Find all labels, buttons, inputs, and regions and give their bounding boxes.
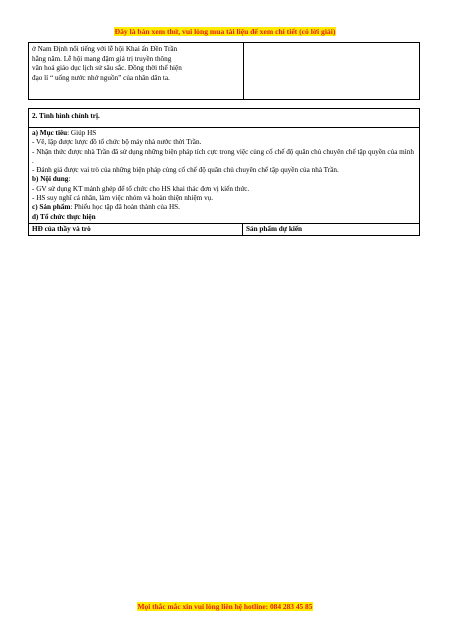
objective-heading: [32, 129, 416, 138]
preview-notice-text: Đây là bản xem thử, vui lòng mua tài liệu để xem chi tiết (có lời giải): [114, 27, 336, 36]
content-item: - HS suy nghĩ cá nhân, làm việc nhóm và hoàn thiện nhiệm vụ.: [32, 194, 214, 203]
continuation-line: hằng năm. Lễ hội mang đậm giá trị truyền thông: [32, 54, 172, 63]
product-label: c) Sản phẩm: [32, 203, 71, 212]
objective-label: a) Mục tiêu: [32, 129, 68, 137]
product-text: : Phiếu học tập đã hoàn thành của HS.: [70, 203, 180, 212]
continuation-line: đạo lí “ uống nước nhớ nguồn” của nhân dân ta.: [32, 74, 170, 83]
continuation-line: ở Nam Định nổi tiếng với lễ hội Khai ấn Đền Trần: [32, 45, 178, 53]
objective-item: - Vẽ, lập được lược đồ tổ chức bộ máy nhà nước thời Trần.: [32, 138, 202, 147]
objective-item: - Nhận thức được nhà Trần đã sử dụng những biện pháp tích cực trong việc củng cố chế độ quân chủ chuyên chế tập quyền của mình .: [32, 147, 414, 165]
teacher-student-column-header: HĐ của thầy và trò: [29, 223, 243, 235]
objective-item: - Đánh giá được vai trò của những biện pháp củng cố chế độ quân chủ chuyên chế tập quyền của nhà Trần.: [32, 166, 339, 175]
continuation-table: [28, 42, 420, 100]
continuation-cell: [29, 43, 244, 100]
section-title: 2. Tình hình chính trị.: [29, 109, 420, 128]
empty-product-cell: [244, 43, 420, 100]
implementation-heading: d) Tổ chức thực hiện: [32, 212, 96, 221]
objective-suffix: : Giúp HS: [67, 129, 97, 137]
product-line: [32, 203, 416, 212]
hotline-banner: [0, 602, 450, 611]
continuation-line: văn hoá giáo dục lịch sử sâu sắc. Đồng thời thể hiện: [32, 64, 182, 73]
hotline-text: Mọi thắc mắc xin vui lòng liên hệ hotline: 084 283 45 85: [137, 602, 313, 611]
preview-notice-banner: [0, 27, 450, 36]
expected-product-column-header: Sản phẩm dự kiến: [243, 223, 420, 235]
content-label: b) Nội dung: [32, 175, 69, 184]
section-table: [28, 108, 420, 236]
section-body: [29, 128, 420, 224]
content-heading: [32, 175, 416, 184]
content-item: - GV sử dụng KT mảnh ghép để tổ chức cho HS khai thác đơn vị kiến thức.: [32, 184, 250, 193]
content-suffix: :: [68, 175, 71, 184]
